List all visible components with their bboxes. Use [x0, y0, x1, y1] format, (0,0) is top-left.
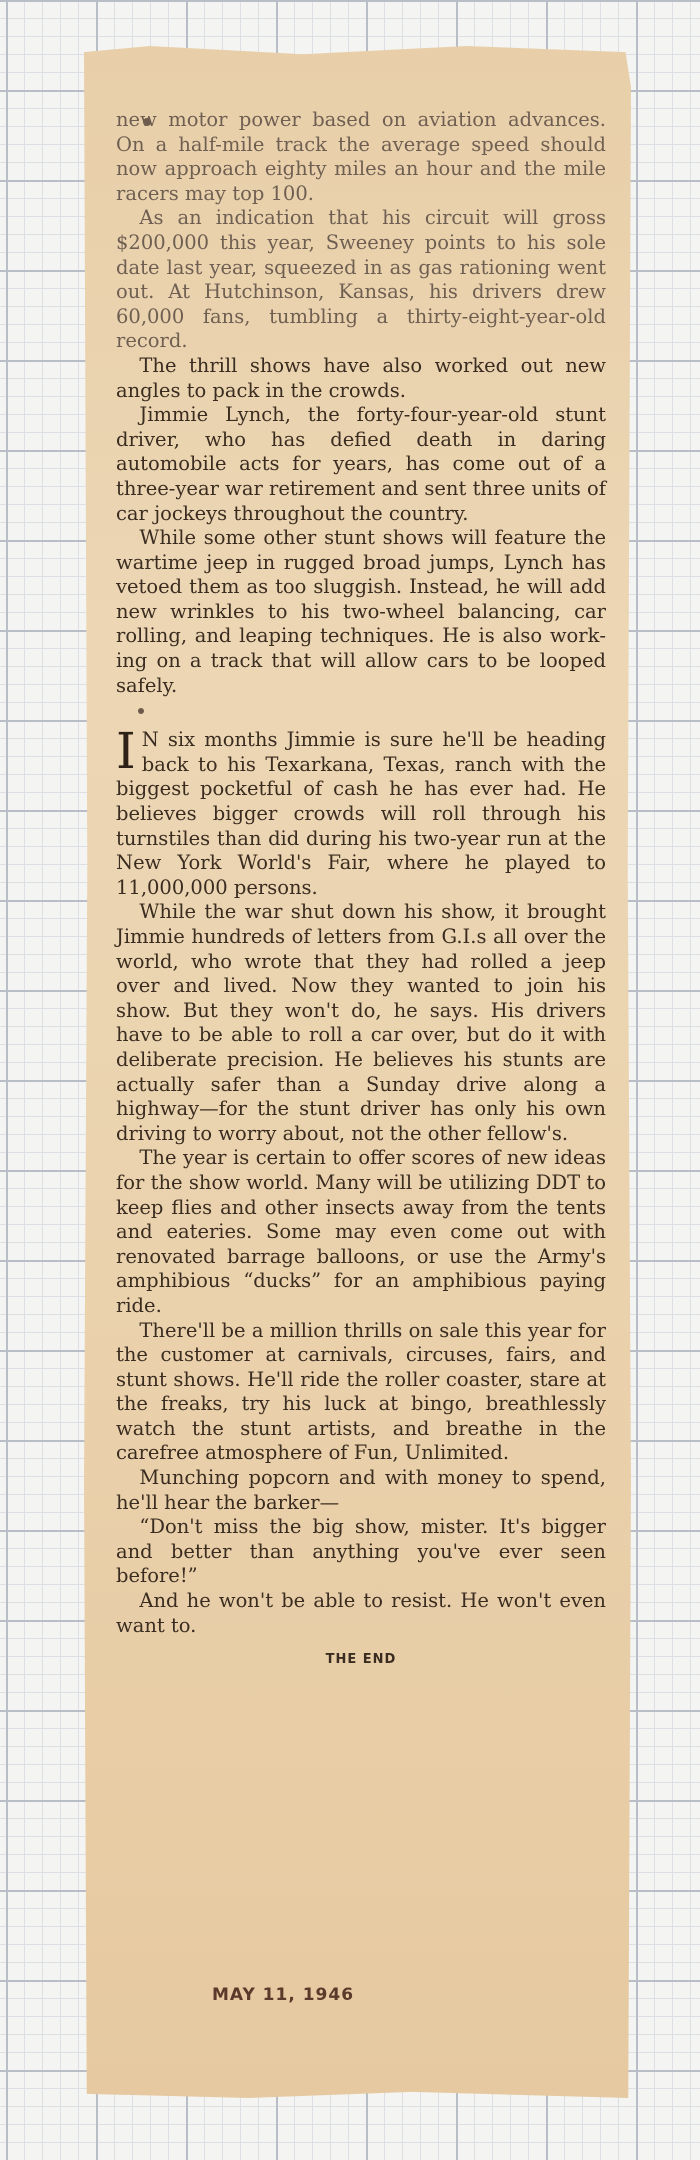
- article-paragraph: “Don't miss the big show, mister. It's bigger and better than anything you've ever seen before!”: [116, 1515, 606, 1588]
- article-paragraph: Jimmie Lynch, the forty-four-year-old stunt driver, who has defied death in daring automobile acts for years, has come out of a three-year war retirement and sent three units of car jockeys throughout the country.: [116, 403, 606, 525]
- article-column: [116, 108, 606, 1673]
- article-paragraph: As an indication that his circuit will gross $200,000 this year, Sweeney points to his sole date last year, squeezed in as gas rationing went out. At Hutchinson, Kansas, his drivers drew 60,000 fans, tumbling a thirty-eight-year-old record.: [116, 206, 606, 353]
- article-paragraph: While the war shut down his show, it brought Jimmie hundreds of letters from G.I.s all over the world, who wrote that they had rolled a jeep over and lived. Now they wanted to join his show. But they won't do, he says. His drivers have to be able to roll a car over, but do it with deliberate precision. He believes his stunts are actually safer than a Sunday drive along a highway—for the stunt driver has only his own driving to worry about, not the other fellow's.: [116, 900, 606, 1145]
- article-paragraph: There'll be a million thrills on sale this year for the customer at carnivals, circuses, fairs, and stunt shows. He'll ride the roller coaster, stare at the freaks, try his luck at bingo, breathlessly watch the stunt artists, and breathe in the carefree atmosphere of Fun, Unlimited.: [116, 1318, 606, 1465]
- article-paragraph: Munching popcorn and with money to spend, he'll hear the barker—: [116, 1466, 606, 1514]
- article-paragraph: new motor power based on aviation advances. On a half-mile track the average speed should now approach eighty miles an hour and the mile racers may top 100.: [116, 108, 606, 205]
- dropcap-paragraph-text: N six months Jimmie is sure he'll be heading back to his Texarkana, Texas, ranch with the biggest pocketful of cash he has ever had. He believes bigger crowds will roll through his turnstiles than did during his two-year run at the New York World's Fair, where he played to 11,000,000 persons.: [116, 728, 606, 899]
- article-paragraph-dropcap: [116, 722, 606, 900]
- article-paragraph: While some other stunt shows will feature the wartime jeep in rugged broad jumps, Lynch has vetoed them as too sluggish. Instead, he will add new wrinkles to his two-wheel balancing, car rolling, and leaping techniques. He is also working on a track that will allow cars to be looped safely.: [116, 526, 606, 697]
- the-end-label: THE END: [325, 1652, 397, 1668]
- drop-cap: I: [116, 722, 136, 781]
- dateline-stamp: MAY 11, 1946: [212, 1985, 355, 2005]
- article-paragraph: And he won't be able to resist. He won't even want to.: [116, 1589, 606, 1637]
- article-paragraph: The thrill shows have also worked out new angles to pack in the crowds.: [116, 353, 606, 402]
- section-break: [116, 698, 606, 728]
- article-paragraph: The year is certain to offer scores of new ideas for the show world. Many will be utilizing DDT to keep flies and other insects away from the tents and eateries. Some may even come out with renovated barrage balloons, or use the Army's amphibious “ducks” for an amphibious paying ride.: [116, 1146, 606, 1317]
